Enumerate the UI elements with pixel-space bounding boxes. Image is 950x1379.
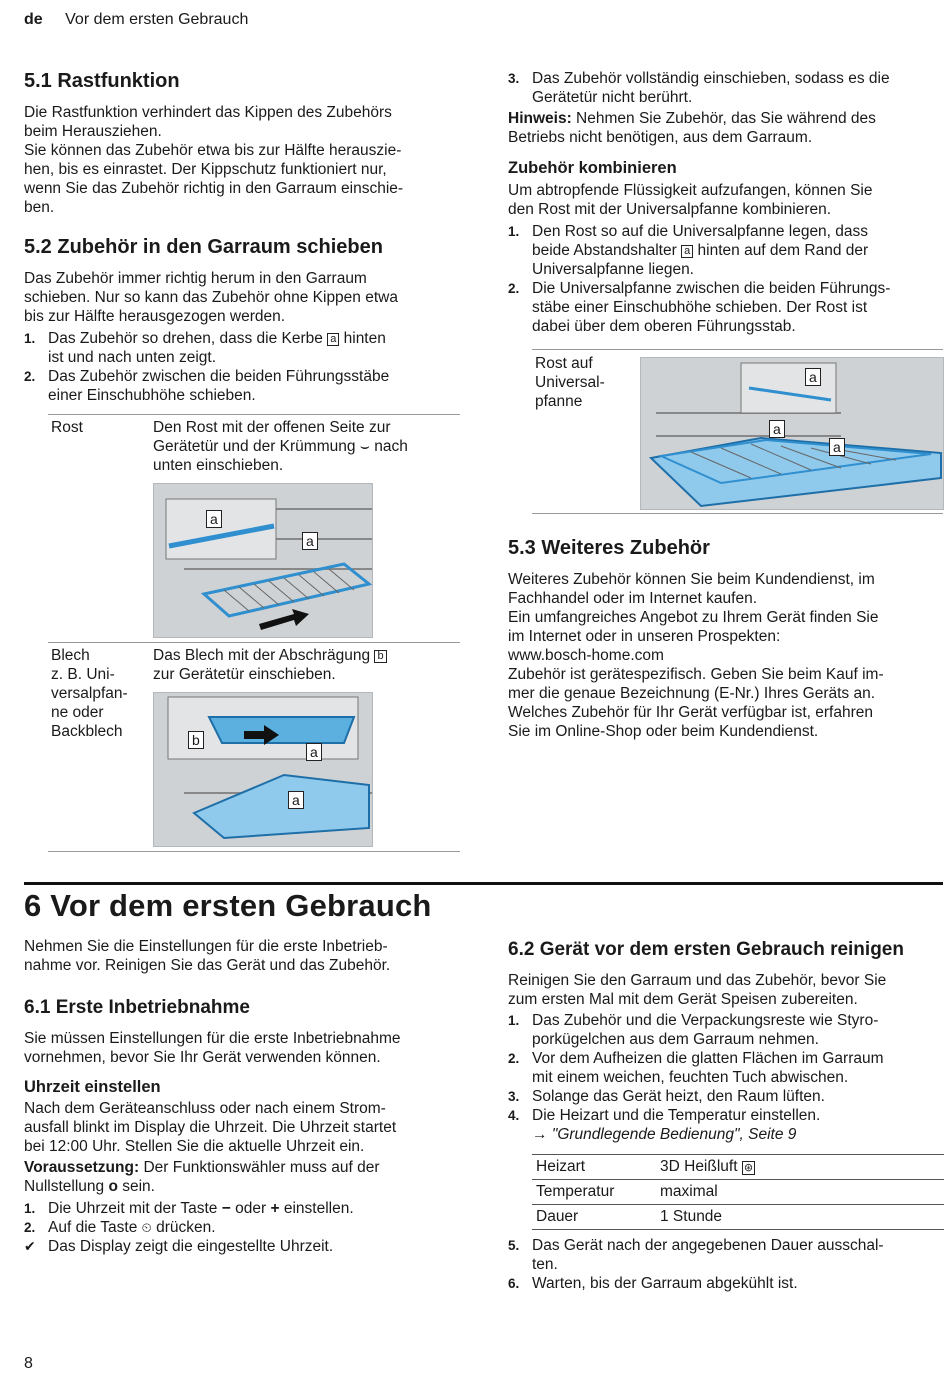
checkmark-icon: ✔	[24, 1238, 36, 1254]
step-number: 2.	[24, 1220, 36, 1235]
plus-key-icon: +	[270, 1200, 280, 1217]
result-text: Das Display zeigt die eingestellte Uhrzeit.	[48, 1238, 334, 1255]
row-label: versalpfan-	[51, 685, 128, 702]
step-text: hinten auf dem Rand der	[697, 242, 869, 259]
step-text: Das Zubehör vollständig einschieben, sodass es die	[532, 70, 890, 87]
step-number: 1.	[508, 224, 520, 239]
step-number: 3.	[508, 1089, 520, 1104]
step-list	[508, 222, 946, 336]
prerequisite-text: Der Funktionswähler muss auf der	[143, 1159, 380, 1176]
section-5-2-heading: 5.2 Zubehör in den Garraum schieben	[24, 236, 383, 258]
row-desc-line: Gerätetür und der Krümmung ⌣ nach	[153, 438, 408, 455]
header-title: Vor dem ersten Gebrauch	[65, 11, 249, 28]
paragraph-line: Um abtropfende Flüssigkeit aufzufangen, können Sie	[508, 182, 873, 199]
right-top-block	[508, 69, 946, 336]
step-text: Das Zubehör zwischen die beiden Führungsstäbe	[48, 368, 390, 385]
paragraph-line: bei 12:00 Uhr. Stellen Sie die aktuelle Uhrzeit ein.	[24, 1138, 365, 1155]
marker-a-icon: a	[769, 420, 785, 438]
table-key: Temperatur	[532, 1180, 656, 1205]
uhrzeit-heading: Uhrzeit einstellen	[24, 1078, 161, 1096]
rost-row-desc	[153, 418, 463, 475]
paragraph-line: Reinigen Sie den Garraum und das Zubehör, bevor Sie	[508, 972, 887, 989]
row-label: Blech	[51, 647, 90, 664]
marker-a-icon: a	[288, 791, 304, 809]
step-list	[24, 1199, 484, 1237]
chapter-rule	[24, 882, 943, 885]
step-text: drücken.	[156, 1219, 216, 1236]
paragraph-line: Welches Zubehör für Ihr Gerät verfügbar ist, erfahren	[508, 704, 873, 721]
kombi-heading: Zubehör kombinieren	[508, 159, 677, 177]
paragraph-line: hen, bis es einrastet. Der Kippschutz funktioniert nur,	[24, 161, 387, 178]
row-desc-line	[153, 646, 463, 665]
paragraph-line: vornehmen, bevor Sie Ihr Gerät verwenden können.	[24, 1049, 381, 1066]
table-value: maximal	[656, 1180, 944, 1205]
table-value	[656, 1155, 944, 1180]
section-6-2-heading: 6.2 Gerät vor dem ersten Gebrauch reinigen	[508, 939, 904, 960]
paragraph-line: Sie im Online-Shop oder beim Kundendienst.	[508, 723, 819, 740]
header-lang: de	[24, 11, 43, 28]
rost-illustration	[153, 483, 373, 638]
step-text: Die Heizart und die Temperatur einstellen.	[532, 1107, 821, 1124]
tray-drawing	[154, 693, 372, 846]
step-text: Universalpfanne liegen.	[532, 261, 694, 278]
paragraph-line: Sie können das Zubehör etwa bis zur Hälfte herauszie-	[24, 142, 402, 159]
section-6-2	[508, 939, 948, 1293]
step-text: Die Uhrzeit mit der Taste	[48, 1200, 218, 1217]
step-list	[508, 1236, 948, 1293]
step-item	[508, 1087, 948, 1106]
row-label: pfanne	[535, 393, 583, 410]
step-text: Solange das Gerät heizt, den Raum lüften.	[532, 1088, 825, 1105]
paragraph-line: mer die genaue Bezeichnung (E-Nr.) Ihres Geräts an.	[508, 685, 876, 702]
hot-air-icon: ⊛	[743, 1162, 754, 1174]
step-text: Das Zubehör und die Verpackungsreste wie Styro-	[532, 1012, 879, 1029]
table-value-text: 3D Heißluft	[660, 1158, 738, 1175]
table-row	[532, 1205, 944, 1230]
section-5-1-heading: 5.1 Rastfunktion	[24, 70, 180, 92]
zero-position-icon: o	[108, 1178, 118, 1195]
paragraph-line: Nehmen Sie die Einstellungen für die erste Inbetrieb-	[24, 938, 388, 955]
step-text: oder	[235, 1200, 267, 1217]
paragraph-line: Nach dem Geräteanschluss oder nach einem Strom-	[24, 1100, 386, 1117]
paragraph-line: ben.	[24, 199, 55, 216]
step-number: 2.	[508, 281, 520, 296]
rack-drawing	[154, 484, 372, 637]
prerequisite-label: Voraussetzung:	[24, 1159, 140, 1176]
table-key: Heizart	[532, 1155, 656, 1180]
blech-illustration	[153, 692, 373, 847]
settings-table	[532, 1154, 944, 1230]
step-text: porkügelchen aus dem Garraum nehmen.	[532, 1031, 819, 1048]
row-label: Universal-	[535, 374, 605, 391]
step-text: Den Rost so auf die Universalpfanne legen, dass	[532, 223, 869, 240]
step-text: Das Gerät nach der angegebenen Dauer ausschal-	[532, 1237, 884, 1254]
row-label: Backblech	[51, 723, 123, 740]
section-5-3-heading: 5.3 Weiteres Zubehör	[508, 537, 710, 559]
marker-a-icon: a	[306, 743, 322, 761]
step-item	[508, 1106, 948, 1144]
section-6-1-heading: 6.1 Erste Inbetriebnahme	[24, 997, 250, 1018]
row-desc-line: zur Gerätetür einschieben.	[153, 666, 336, 683]
result-line	[24, 1237, 484, 1256]
row-desc-text: Das Blech mit der Abschrägung	[153, 647, 371, 664]
website-link[interactable]: www.bosch-home.com	[508, 647, 664, 664]
step-text: Die Universalpfanne zwischen die beiden Führungs-	[532, 280, 891, 297]
step-text: Vor dem Aufheizen die glatten Flächen im Garraum	[532, 1050, 884, 1067]
paragraph-line: Zubehör ist gerätespezifisch. Geben Sie beim Kauf im-	[508, 666, 884, 683]
step-item	[508, 1011, 948, 1049]
combo-drawing	[641, 358, 943, 509]
hint-text: Nehmen Sie Zubehör, das Sie während des	[576, 110, 876, 127]
table-key: Dauer	[532, 1205, 656, 1230]
prerequisite-text: Nullstellung	[24, 1178, 105, 1195]
divider	[48, 851, 460, 852]
paragraph-line: beim Herausziehen.	[24, 123, 162, 140]
step-item	[508, 222, 946, 279]
step-number: 1.	[24, 1201, 36, 1216]
step-list	[508, 1011, 948, 1144]
step-text: mit einem weichen, feuchten Tuch abwischen.	[532, 1069, 849, 1086]
combo-illustration	[640, 357, 944, 510]
chapter-6-heading: 6 Vor dem ersten Gebrauch	[24, 888, 432, 923]
step-item	[508, 69, 946, 107]
row-label: ne oder	[51, 704, 104, 721]
step-text: ist und nach unten zeigt.	[48, 349, 217, 366]
step-text: dabei über dem oberen Führungsstab.	[532, 318, 796, 335]
table-row	[532, 1155, 944, 1180]
row-label: Rost	[51, 419, 83, 436]
timer-key-icon: ⏲	[141, 1220, 152, 1235]
paragraph-line: Sie müssen Einstellungen für die erste Inbetriebnahme	[24, 1030, 401, 1047]
step-text: Warten, bis der Garraum abgekühlt ist.	[532, 1275, 798, 1292]
step-item	[508, 1274, 948, 1293]
paragraph-line: Das Zubehör immer richtig herum in den Garraum	[24, 270, 367, 287]
step-number: 6.	[508, 1276, 520, 1291]
paragraph-line: bis zur Hälfte herausgezogen werden.	[24, 308, 286, 325]
page-header	[24, 11, 248, 29]
step-item	[508, 1049, 948, 1087]
section-5-2	[24, 236, 474, 405]
section-5-1	[24, 70, 474, 217]
marker-a-icon: a	[829, 438, 845, 456]
marker-a-icon: a	[302, 532, 318, 550]
page-number: 8	[24, 1355, 33, 1372]
marker-a-icon: a	[206, 510, 222, 528]
row-label: Rost auf	[535, 355, 593, 372]
paragraph-line: wenn Sie das Zubehör richtig in den Garraum einschie-	[24, 180, 404, 197]
cross-reference-link[interactable]: "Grundlegende Bedienung", Seite 9	[551, 1126, 797, 1143]
marker-b-icon: b	[374, 650, 386, 663]
step-number: 2.	[24, 369, 36, 384]
step-item	[24, 329, 474, 367]
step-item	[24, 367, 474, 405]
paragraph-line: den Rost mit der Universalpfanne kombinieren.	[508, 201, 832, 218]
row-desc-line: Den Rost mit der offenen Seite zur	[153, 419, 391, 436]
divider	[48, 642, 460, 643]
step-text: einer Einschubhöhe schieben.	[48, 387, 256, 404]
marker-a-icon: a	[805, 368, 821, 386]
step-text: beide Abstandshalter	[532, 242, 677, 259]
step-item	[508, 279, 946, 336]
divider	[532, 513, 943, 514]
step-number: 1.	[508, 1013, 520, 1028]
paragraph-line: Weiteres Zubehör können Sie beim Kundendienst, im	[508, 571, 875, 588]
blech-row-desc	[153, 646, 463, 684]
hint-text: Betriebs nicht benötigen, aus dem Garraum.	[508, 129, 813, 146]
paragraph-line: nahme vor. Reinigen Sie das Gerät und das Zubehör.	[24, 957, 391, 974]
step-text: Auf die Taste	[48, 1219, 138, 1236]
paragraph-line: im Internet oder in unseren Prospekten:	[508, 628, 781, 645]
paragraph-line: Fachhandel oder im Internet kaufen.	[508, 590, 758, 607]
step-number: 5.	[508, 1238, 520, 1253]
minus-key-icon: −	[221, 1200, 231, 1217]
paragraph-line: Die Rastfunktion verhindert das Kippen des Zubehörs	[24, 104, 392, 121]
step-list	[24, 329, 474, 405]
table-row	[532, 1180, 944, 1205]
row-desc-line: unten einschieben.	[153, 457, 284, 474]
row-label: z. B. Uni-	[51, 666, 115, 683]
paragraph-line: ausfall blinkt im Display die Uhrzeit. Die Uhrzeit startet	[24, 1119, 397, 1136]
combo-label	[535, 354, 635, 411]
step-text: einstellen.	[283, 1200, 354, 1217]
step-item	[24, 1218, 484, 1237]
paragraph-line: zum ersten Mal mit dem Gerät Speisen zubereiten.	[508, 991, 858, 1008]
hint-line	[508, 109, 946, 128]
step-number: 1.	[24, 331, 36, 346]
prerequisite-text: sein.	[122, 1178, 155, 1195]
section-5-3	[508, 537, 948, 741]
step-item	[508, 1236, 948, 1274]
marker-b-icon: b	[188, 731, 204, 749]
table-value: 1 Stunde	[656, 1205, 944, 1230]
step-text: Das Zubehör so drehen, dass die Kerbe	[48, 330, 323, 347]
step-number: 2.	[508, 1051, 520, 1066]
prerequisite-line	[24, 1177, 484, 1196]
step-text: Gerätetür nicht berührt.	[532, 89, 693, 106]
hint-label: Hinweis:	[508, 110, 572, 127]
marker-a-icon: a	[681, 245, 693, 258]
step-text: ten.	[532, 1256, 558, 1273]
paragraph-line: schieben. Nur so kann das Zubehör ohne Kippen etwa	[24, 289, 398, 306]
paragraph-line: Ein umfangreiches Angebot zu Ihrem Gerät finden Sie	[508, 609, 879, 626]
divider	[48, 414, 460, 415]
step-number: 4.	[508, 1108, 520, 1123]
divider	[532, 349, 943, 350]
step-list	[508, 69, 946, 107]
step-number: 3.	[508, 71, 520, 86]
step-text: hinten	[343, 330, 386, 347]
arrow-icon: →	[532, 1126, 548, 1143]
marker-a-icon: a	[327, 333, 339, 346]
step-text: stäbe einer Einschubhöhe schieben. Der Rost ist	[532, 299, 868, 316]
step-item	[24, 1199, 484, 1218]
chapter-6-left	[24, 937, 484, 1256]
prerequisite-line	[24, 1158, 484, 1177]
rost-row-label	[51, 418, 83, 437]
blech-row-label	[51, 646, 146, 741]
